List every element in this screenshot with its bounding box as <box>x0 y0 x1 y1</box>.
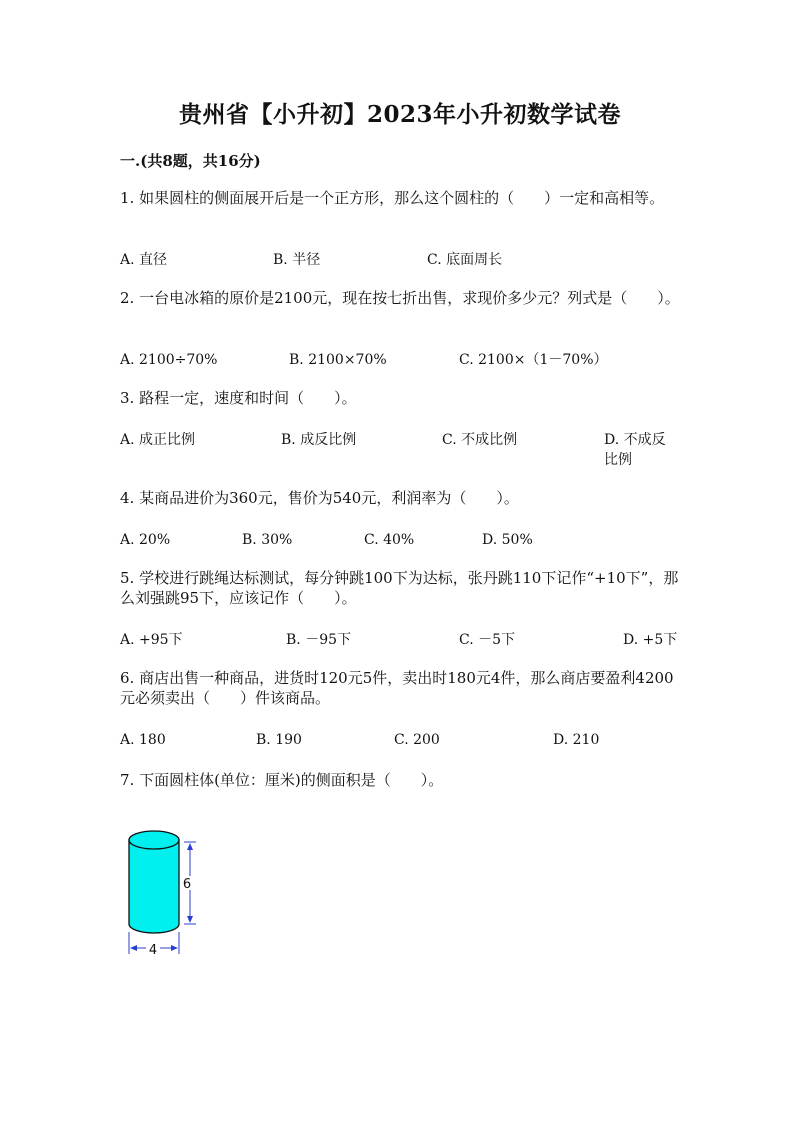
question-2-options <box>120 350 680 390</box>
cylinder-figure <box>118 820 208 960</box>
option-a[interactable]: A. 180 <box>120 732 166 748</box>
option-b[interactable]: B. 半径 <box>273 252 321 268</box>
question-1-options <box>120 250 680 290</box>
option-c[interactable]: C. 2100×（1－70%） <box>459 352 608 368</box>
question-1-stem: 1. 如果圆柱的侧面展开后是一个正方形，那么这个圆柱的（ ）一定和高相等。 <box>120 189 665 207</box>
question-5-stem: 5. 学校进行跳绳达标测试，每分钟跳100下为达标，张丹跳110下记作“+10下”，那么刘强跳95下，应该记作（ ）。 <box>120 569 679 607</box>
cylinder-body <box>129 840 179 933</box>
section-heading: 一.(共8题，共16分) <box>120 152 261 170</box>
question-4-stem: 4. 某商品进价为360元，售价为540元，利润率为（ ）。 <box>120 489 519 507</box>
option-c[interactable]: C. 40% <box>364 532 415 548</box>
option-d[interactable]: D. +5下 <box>623 632 678 648</box>
question-6-options <box>120 730 680 770</box>
option-a[interactable]: A. +95下 <box>120 632 183 648</box>
cylinder-top <box>129 831 179 849</box>
question-3-stem: 3. 路程一定，速度和时间（ ）。 <box>120 389 357 407</box>
question-3-options <box>120 430 680 470</box>
option-c[interactable]: C. 底面周长 <box>427 252 503 268</box>
option-d[interactable]: D. 210 <box>553 732 600 748</box>
exam-title: 贵州省【小升初】2023年小升初数学试卷 <box>178 101 621 128</box>
option-d[interactable]: D. 50% <box>482 532 533 548</box>
question-5-options <box>120 630 680 670</box>
option-c[interactable]: C. 不成比例 <box>442 432 518 448</box>
height-label: 6 <box>182 877 192 892</box>
option-a[interactable]: A. 成正比例 <box>120 432 196 448</box>
option-d[interactable]: D. 不成反比例 <box>604 432 666 468</box>
question-7-stem: 7. 下面圆柱体(单位：厘米)的侧面积是（ ）。 <box>120 771 444 789</box>
option-c[interactable]: C. －5下 <box>459 632 516 648</box>
option-b[interactable]: B. 2100×70% <box>289 352 387 368</box>
option-c[interactable]: C. 200 <box>394 732 440 748</box>
cylinder-diagram <box>118 820 208 960</box>
option-b[interactable]: B. 30% <box>242 532 293 548</box>
diameter-label: 4 <box>148 943 158 958</box>
question-4-options <box>120 530 680 570</box>
option-b[interactable]: B. －95下 <box>286 632 352 648</box>
option-b[interactable]: B. 190 <box>256 732 302 748</box>
question-2-stem: 2. 一台电冰箱的原价是2100元，现在按七折出售，求现价多少元？列式是（ ）。 <box>120 289 680 307</box>
question-6-stem: 6. 商店出售一种商品，进货时120元5件，卖出时180元4件，那么商店要盈利4200元必须卖出（ ）件该商品。 <box>120 669 674 707</box>
option-a[interactable]: A. 直径 <box>120 252 168 268</box>
option-a[interactable]: A. 20% <box>120 532 171 548</box>
option-b[interactable]: B. 成反比例 <box>281 432 357 448</box>
option-a[interactable]: A. 2100÷70% <box>120 352 218 368</box>
